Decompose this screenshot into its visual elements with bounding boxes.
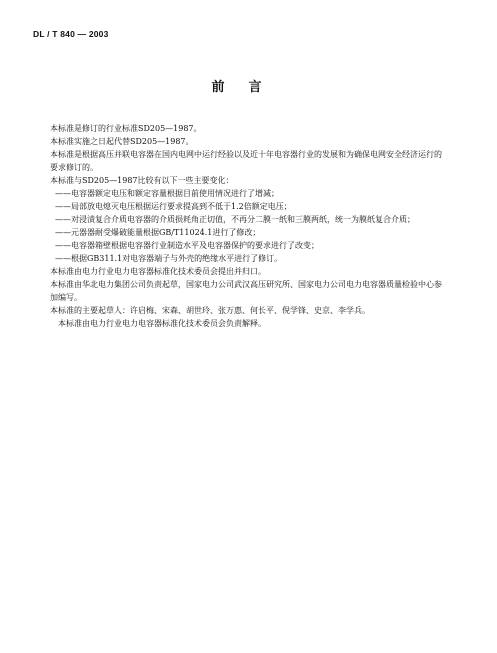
paragraph: 本标准实施之日起代替SD205—1987。	[50, 137, 194, 146]
list-item: ——局部放电熄灭电压根据运行要求提高到不低于1.2倍额定电压；	[55, 202, 292, 211]
paragraph: 本标准是根据高压并联电容器在国内电网中运行经验以及近十年电容器行业的发展和为确保电网安全经济运行的要求修订的。	[50, 150, 442, 172]
list-item: ——元器器耐受爆破能量根据GB/T11024.1进行了修改；	[55, 228, 261, 237]
list-item: ——电容器额定电压和额定容量根据目前使用情况进行了增减；	[55, 189, 279, 198]
paragraph: 本标准由电力行业电力电容器标准化技术委员会提出并归口。	[50, 267, 266, 276]
foreword-body	[33, 122, 445, 330]
list-item: ——根据GB311.1对电容器端子与外壳的绝缘水平进行了修订。	[55, 254, 283, 263]
list-item: ——对浸渍复合介质电容器的介质损耗角正切值，不再分二膜一纸和三膜两纸，统一为膜纸复合介质；	[55, 215, 415, 224]
paragraph: 本标准是修订的行业标准SD205—1987。	[50, 124, 202, 133]
list-item: ——电容器箱壁根据电容器行业制造水平及电容器保护的要求进行了改变；	[55, 241, 319, 250]
paragraph: 本标准由华北电力集团公司负责起草，国家电力公司武汉高压研究所、国家电力公司电力电容器质量检验中心参加编写。	[50, 280, 442, 302]
paragraph: 本标准与SD205—1987比较有以下一些主要变化：	[50, 176, 234, 185]
paragraph: 本标准的主要起草人：许启梅、宋森、胡世玲、张万惠、何长平、倪学锋、史京、李学兵。	[50, 306, 370, 315]
paragraph: 本标准由电力行业电力电容器标准化技术委员会负责解释。	[58, 319, 266, 328]
standard-code: DL / T 840 — 2003	[33, 29, 109, 39]
page-title: 前言	[211, 80, 286, 95]
